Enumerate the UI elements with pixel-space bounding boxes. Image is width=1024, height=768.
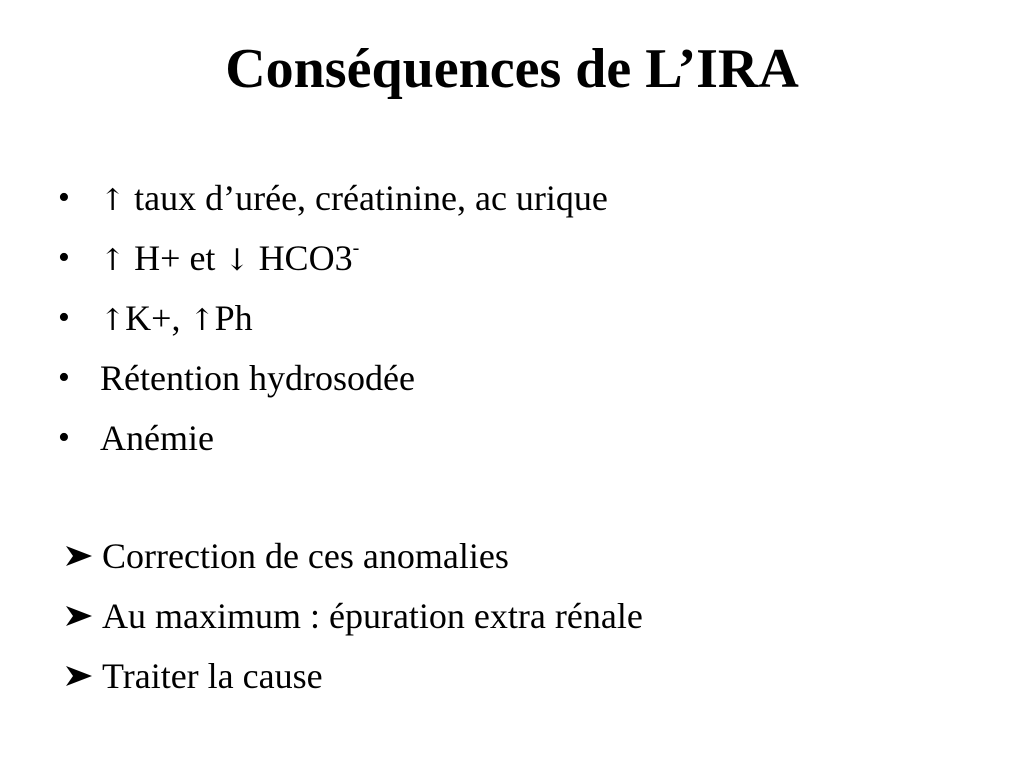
list-item-text: Ph (214, 298, 253, 338)
arrow-up-icon: ↑ (100, 303, 126, 338)
list-item-text: HCO3 (258, 238, 353, 278)
list-item-text: Rétention hydrosodée (100, 358, 415, 398)
list-item (58, 288, 608, 348)
list-item-text: H+ et (134, 238, 216, 278)
list-item (58, 408, 608, 468)
consequence-list (58, 168, 608, 468)
list-item (64, 526, 643, 586)
list-item-text: K+, (125, 298, 181, 338)
list-item (64, 586, 643, 646)
action-list (64, 526, 643, 706)
arrow-down-icon: ↓ (224, 243, 250, 278)
bullet-dot: • (58, 359, 70, 396)
bullet-dot: • (58, 419, 70, 456)
superscript: - (352, 237, 360, 259)
list-item (58, 228, 608, 288)
arrow-up-icon: ↑ (189, 303, 215, 338)
list-item (58, 348, 608, 408)
bullet-dot: • (58, 299, 70, 336)
list-item-text: Traiter la cause (102, 656, 323, 696)
list-item-text: Anémie (100, 418, 214, 458)
bullet-dot: • (58, 239, 70, 276)
pointer-arrow-icon (64, 604, 94, 628)
page-title: Conséquences de L’IRA (225, 38, 799, 100)
arrow-up-icon: ↑ (100, 243, 126, 278)
list-item-text: taux d’urée, créatinine, ac urique (134, 178, 608, 218)
list-item (64, 646, 643, 706)
list-item-text: Correction de ces anomalies (102, 536, 509, 576)
pointer-arrow-icon (64, 544, 94, 568)
list-item-text: Au maximum : épuration extra rénale (102, 596, 643, 636)
pointer-arrow-icon (64, 664, 94, 688)
list-item (58, 168, 608, 228)
bullet-dot: • (58, 179, 70, 216)
arrow-up-icon: ↑ (100, 183, 126, 218)
